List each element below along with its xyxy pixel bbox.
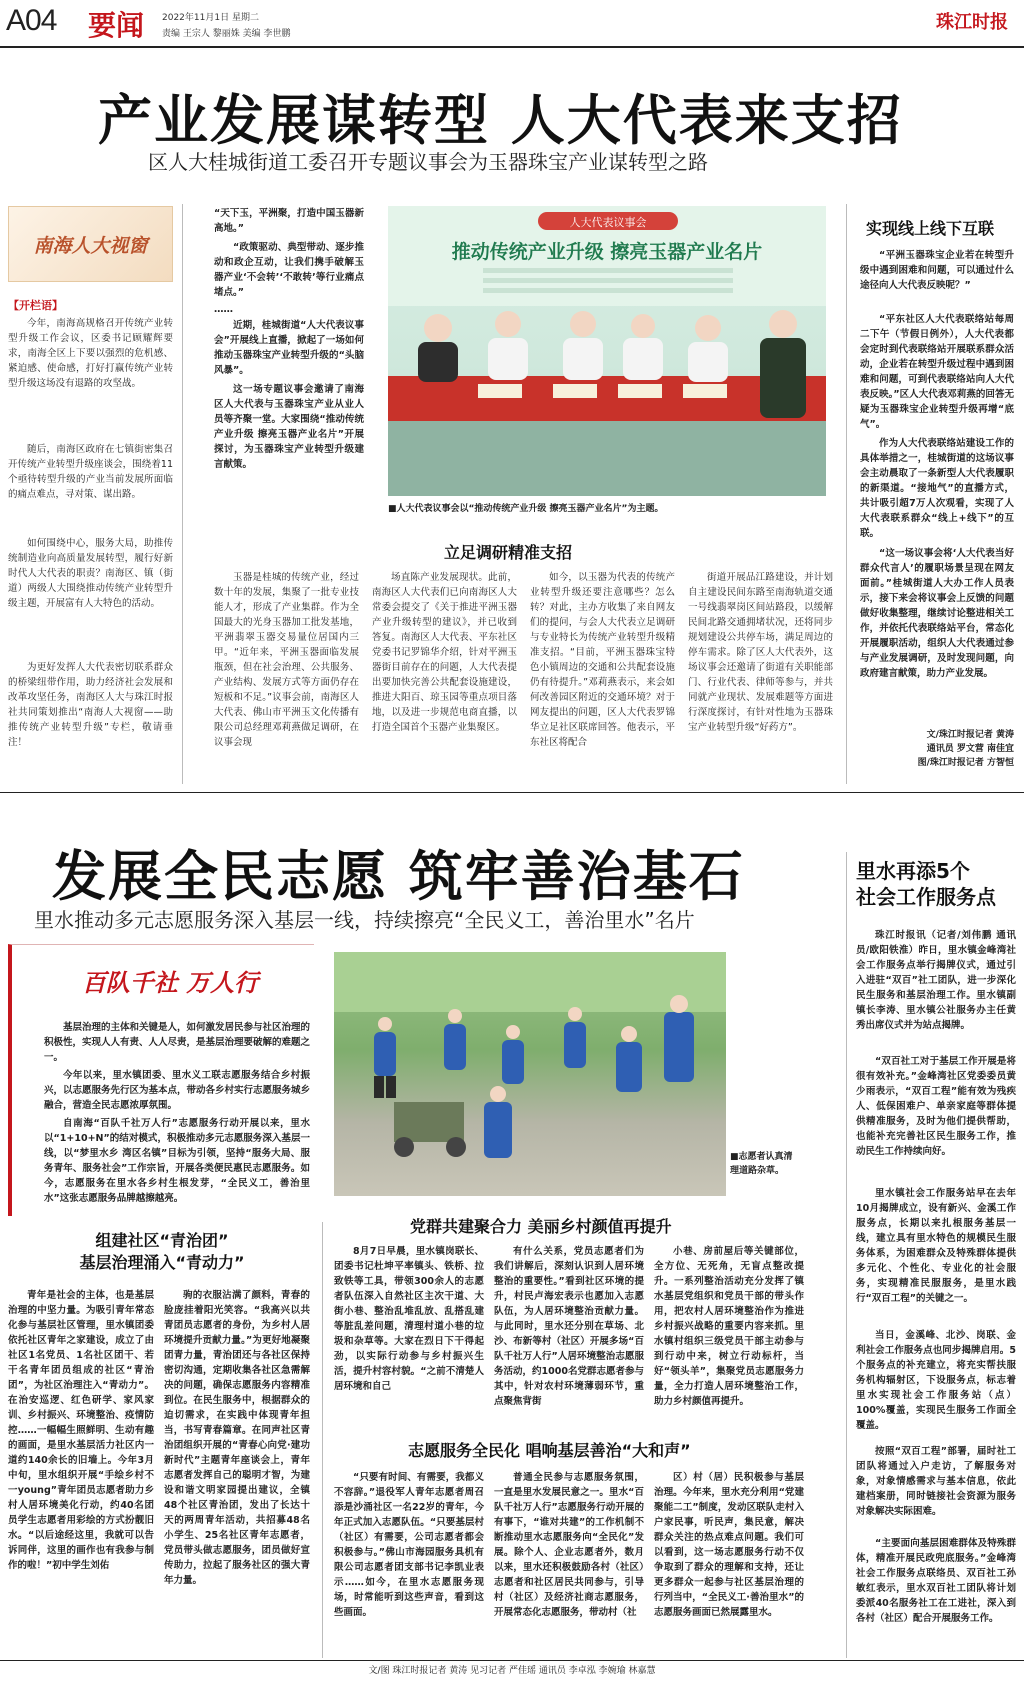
section-title-youth: 组建社区“青治团” 基层治理涌入“青动力” (79, 1231, 245, 1272)
section-title-party: 党群共建聚合力 美丽乡村颜值再提升 (410, 1217, 672, 1236)
column-intro-p4: 为更好发挥人大代表密切联系群众的桥梁纽带作用，助力经济社会发展和改革攻坚任务，南海区人大与珠江时报社共同策划推出“南海人大视窗——助推传统产业转型升级”专栏，敬请垂注！ (8, 662, 173, 748)
banner-title: 人大代表议事会 (569, 216, 647, 229)
column-intro-p3: 如何围绕中心，服务大局，助推传统制造业向高质量发展转型，履行好新时代人大代表的职责？南海区、镇（街道）两级人大围绕推动传统产业转型升级主题，开展富有人大特色的活动。 (8, 538, 173, 609)
intro-para-3: 近期，桂城街道“人大代表议事会”开展线上直播，掀起了一场如何推动玉器珠宝产业转型升级的“头脑风暴”。 (214, 320, 364, 376)
column-tag: 【开栏语】 (8, 299, 63, 312)
banner-text: 推动传统产业升级 擦亮玉器产业名片 (451, 241, 763, 263)
volunteers-photo-illustration (334, 952, 726, 1196)
newspaper-logo: 珠江时报 (936, 12, 1008, 33)
story2-intro-p3: 自南海“百队千社万人行”志愿服务行动开展以来，里水以“1+10+N”的结对模式，积极推动多元志愿服务深入基层一线，以“梦里水乡 湾区名镇”目标为引领，坚持“服务大局、服务青年、服务社会”工作宗旨，开展各类便民惠民志愿服务。如今，志愿服务在里水各乡村生根发芽，“全民义工，善治里水”这张志愿服务品牌越擦越亮。 (44, 1118, 310, 1204)
volunteer-col-3: 区）村（居）民积极参与基层治理。今年来，里水充分利用“党建聚能二工”制度，发动区联队走村入户家民事，听民声，集民意，解决群众关注的热点难点问题。我们可以看到，这一场志愿服务行动不仅争取到了群众的理解和支持，还让更多群众一起参与社区基层治理的行列当中，“全民义工·善治里水”的志愿服务画面已然展露里水。 (654, 1472, 804, 1618)
service-para-2: “双百社工对于基层工作开展是将很有效补充。”金峰湾社区党委委员黄少雨表示，“双百工程”能有效为残疾人、低保困难户、单亲家庭等群体提供精准服务，及时为他们提供帮助，也能补充完善社区民生服务工作，推动民生工作持续向好。 (856, 1056, 1016, 1157)
column-logo-text: 南海人大视窗 (33, 234, 148, 257)
divider (322, 1222, 323, 1658)
story1-body-col4: 街道开展品江路建设，并计划自主建设民间东路至南海轨道交通一号线翡翠岗区间站路段，以缓解民间北路交通拥堵状况，还将同步规划建设公共停车场，满足周边的停车需求。除了区人大代表外，这场议事会还邀请了街道有关职能部门、行业代表、律师等参与，并共同就产业现状、发展难题等方面进行深度探讨，有针对性地为玉器珠宝产业转型升级“好药方”。 (688, 572, 833, 733)
party-col-1: 8月7日早晨，里水镇岗联长、团委书记杜坤平率镇头、铁桥、拉致铁等工具，带领300余人的志愿者队伍深入自然社区主次干道、大街小巷、整治乱堆乱放、乱搭乱建等脏乱差问题，清理村道小巷的垃圾和杂草等。大家在烈日下干得起劲，以实际行动参与乡村振兴生活，提升村容村貌。“之前不清楚人居环境和自己 (334, 1246, 484, 1392)
volunteer-col-2: 普通全民参与志愿服务氛围，一直是里水发展民意之一。里水“百队千社万人行”志愿服务行动开展的有事下，“谁对共建”的工作机制不断推动里水志愿服务向“全民化”发展。除个人、企业志愿者外，数月以来，里水还积极鼓励各村（社区）志愿者和社区居民共同参与，引导村（社区）及经济社商志愿服务，开展常态化志愿服务，带动村（社 (494, 1472, 644, 1618)
footer-credit: 文/图 珠江时报记者 黄涛 见习记者 严佳瑶 通讯员 李卓泓 李婉瑜 林嘉慧 (0, 1660, 1024, 1681)
story2-intro-p1: 基层治理的主体和关键是人，如何激发居民参与社区治理的积极性，实现人人有责、人人尽责，是基层治理要破解的难题之一。 (44, 1022, 310, 1063)
column-intro-p1: 今年，南海高规格召开传统产业转型升级工作会议，区委书记顾耀辉要求，南海全区上下要以强烈的危机感、紧迫感、使命感，打好打赢传统产业转型升级这场没有退路的攻坚战。 (8, 318, 173, 389)
issue-date: 2022年11月1日 星期二 (162, 13, 259, 23)
intro-quote-1: “天下玉，平洲聚，打造中国玉器新高地。” (214, 208, 364, 234)
campaign-logo-text: 百队千社 万人行 (81, 967, 259, 997)
divider (846, 852, 847, 1658)
section-name: 要闻 (88, 9, 145, 42)
story1-photo-caption: ■人大代表议事会以“推动传统产业升级 擦亮玉器产业名片”为主题。 (388, 504, 664, 514)
side-para-3: 作为人大代表联络站建设工作的具体举措之一，桂城街道的这场议事会主动晨取了一条新型人大代表履职的新渠道。“接地气”的直播方式，共计吸引超7万人次观看，实现了人大代表联系群众“线上+线下”的互联。 (860, 438, 1014, 539)
divider (846, 204, 847, 784)
intro-quote-2: “政策驱动、典型带动、逐步推动和政企互动，让我们携手破解玉器产业‘不会转’‘不敢转’等行业痛点堵点。” (214, 242, 364, 298)
party-col-2: 有什么关系，党员志愿者们为我们讲解后，深刻认识到人居环境整治的重要性。”看到社区环境的提升，村民卢海宏表示也愿加入志愿队伍，为人居环境整治贡献力量。与此同时，里水还分别在草场、北沙、布新等村（社区）开展多场“百队千社万人行”人居环境整治志愿服务活动，约1000名党群志愿者参与其中，针对农村环境薄弱环节，重点聚焦背街 (494, 1246, 644, 1407)
story2-intro-p2: 今年以来，里水镇团委、里水义工联志愿服务结合乡村振兴，以志愿服务先行区为基本点，带动各乡村实行志愿服务城乡融合，营造全民志愿浓厚氛围。 (44, 1070, 310, 1111)
section-title-research: 立足调研精准支招 (444, 543, 573, 562)
column-intro-p2: 随后，南海区政府在七镇街密集召开传统产业转型升级座谈会，围绕着11个亟待转型升级的产业当前发展所面临的痛点难点，寻对策、谋出路。 (8, 444, 173, 500)
intro-para-4: 这一场专题议事会邀请了南海区人大代表与玉器珠宝产业从业人员等齐聚一堂。大家围绕“推动传统产业升级 擦亮玉器产业名片”开展探讨，为玉器珠宝产业转型升级建言献策。 (214, 384, 364, 470)
story1-body-col1: 玉器是桂城的传统产业，经过数十年的发展，集聚了一批专业技能人才，形成了产业集群。作为全国最大的光身玉器加工批发基地，平洲翡翠玉器交易量位居国内三甲。“近年来，平洲玉器面临发展瓶颈，但在社会治理、公共服务、产业结构、发展方式等方面仍存在短板和不足。”议事会前，南海区人大代表、佛山市平洲玉文化传播有限公司总经理邓莉燕做足调研，在议事会现 (214, 572, 359, 748)
side-title-service-points: 里水再添5个 社会工作服务点 (856, 859, 996, 909)
service-para-1: 珠江时报讯（记者/刘伟鹏 通讯员/欧阳铁淮）昨日，里水镇金峰湾社会工作服务点举行揭牌仪式，通过引入进驻“双百”社工团队，进一步深化民生服务和基层治理工作。里水镇副镇长李涛、里水镇公社服务办主任黄秀出席仪式并为站点揭牌。 (856, 930, 1016, 1031)
intro-ellipsis: …… (214, 304, 233, 315)
campaign-logo (70, 952, 270, 1008)
side-title-online: 实现线上线下互联 (866, 219, 995, 238)
story1-photo (388, 206, 826, 496)
service-para-4: 当日，金溪峰、北沙、岗联、金利社会工作服务点也同步揭牌启用。5个服务点的补充建立，将充实帮扶服务机构辐射区，下设服务点，标志着里水实现社会工作服务站（点）100%覆盖，实现民生服务工作面全覆盖。 (856, 1330, 1016, 1431)
service-para-3: 里水镇社会工作服务站早在去年10月揭牌成立，设有新兴、金溪工作服务点，长期以来扎根服务基层一线，建立具有里水特色的规模民生服务体系，为困难群众及特殊群体提供多元化、个性化、专业化的社会服务，实现精准民服服务，是里水践行“双百工程”的关键之一。 (856, 1188, 1016, 1304)
side-para-2: “平东社区人大代表联络站每周二下午（节假日例外），人大代表都会定时到代表联络站开展联系群众活动，企业若在转型升级过程中遇到困难和问题，可到代表联络站向人大代表反映。”区人大代表邓莉燕的回答无疑为玉器珠宝企业转型升级再增“底气”。 (860, 314, 1014, 430)
editor-credits: 责编 王宗人 黎丽姝 美编 李世鹏 (162, 29, 291, 39)
youth-col-b: 驹的衣服沾满了颜料，青春的脸庞挂着阳光笑容。“我高兴以共青团员志愿者的身份，为乡村人居环境提升贡献力量。”为更好地凝聚团青力量，青治团还与各社区保持密切沟通，定期收集各社区急需解决的问题，确保志愿服务内容精准到位。在民生服务中，根据群众的迫切需求，在实践中体现青年担当，书写青春篇章。在同声社区青治团组织开展的“青春心向党·建功新时代”主题青年座谈会上，青年志愿者发挥自己的聪明才智，为建设和谐文明家园提出建议，全镇48个社区青治团，发出了长达十天的两周青年活动，共招募48名小学生、25名社区青年志愿者，党员带头做志愿服务，团员做好宣传助力，拉起了服务社区的强大青年力量。 (164, 1290, 310, 1586)
youth-col-a: 青年是社会的主体，也是基层治理的中坚力量。为吸引青年常态化参与基层社区管理，里水镇团委依托社区青年之家建设，成立了由社区1名党员、1名社区团干、若干名青年团员组成的社区“青治团”，为社区治理注入“青动力”。在治安巡逻、红色研学、家风家训、乡村振兴、环境整治、疫情防控……一幅幅生照鲜明、生动有趣的画面，是里水基层活力社区内一道约140余长的旧墙上。今年3月中旬，里水组织开展“手绘乡村不一young”青年团员志愿者助力乡村人居环境美化行动，约40名团员学生志愿者用彩绘的方式扮靓旧水。“以后途经这里，我就可以告诉同伴，这里的画作也有我参与制作的啦！”初中学生刘佑 (8, 1290, 154, 1571)
story2-photo-caption: ■志愿者认真清理道路杂草。 (730, 1152, 793, 1176)
story1-body-col2: 场直陈产业发展现状。此前，南海区人大代表们已向南海区人大常委会提交了《关于推进平洲玉器产业升级转型的建议》，并已收到答复。南海区人大代表、平东社区党委书记罗锦华介绍，针对平洲玉器街目前存在的问题，人大代表提出要加快完善公共配套设施建设，推进大阳百、琼玉园等重点项目落地，以及进一步规范电商直播，以打造全国首个玉器产业集聚区。 (372, 572, 517, 733)
masthead (0, 0, 1024, 48)
divider (182, 204, 183, 784)
side-para-1: “平洲玉器珠宝企业若在转型升级中遇到困难和问题，可以通过什么途径向人大代表反映呢？” (860, 250, 1014, 291)
column-logo (8, 206, 173, 282)
story2-headline: 发展全民志愿 筑牢善治基石 (52, 845, 745, 908)
service-para-5: 按照“双百工程”部署，届时社工团队将通过入户走访，了解服务对象，对象情感需求与基本信息，依此建档案册，同时链接社会资源为服务对象解决实际困难。 (856, 1446, 1016, 1517)
page-number: A04 (6, 4, 57, 37)
story2-photo (334, 952, 726, 1196)
section-title-volunteer: 志愿服务全民化 唱响基层善治“大和声” (408, 1441, 691, 1460)
story1-byline: 文/珠江时报记者 黄涛 通讯员 罗文营 南佳宜 图/珠江时报记者 方智恒 (917, 730, 1014, 768)
side-para-4: “这一场议事会将‘人大代表当好群众代言人’的履职场景呈现在网友面前。”桂城街道人大办工作人员表示，接下来会将议事会上反馈的问题做好收集整理，继续讨论整进相关工作，并依托代表联络站平台，常态化开展履职活动，组织人大代表通过参与产业发展调研，及时发现问题，向政府建言献策，助力产业发展。 (860, 548, 1014, 679)
section-divider (0, 792, 1024, 793)
volunteer-col-1: “只要有时间、有需要，我都义不容辞。”退役军人青年志愿者周召添是沙涌社区一名22岁的青年，今年正式加入志愿队伍。“只要基层村（社区）有需要，公司志愿者都会积极参与。”佛山市海园服务具机有限公司志愿者团支部书记李凯业表示……如今，在里水志愿服务现场，时常能听到这些声音，看到这些画面。 (334, 1472, 484, 1618)
story1-headline: 产业发展谋转型 人大代表来支招 (98, 89, 903, 152)
story1-subhead: 区人大桂城街道工委召开专题议事会为玉器珠宝产业谋转型之路 (148, 150, 708, 174)
meeting-photo-illustration (388, 206, 826, 496)
service-para-6: “主要面向基层困难群体及特殊群体，精准开展民政兜底服务。”金峰湾社会工作服务点联络员、双百社工孙敏红表示，里水双百社工团队将计划委派40名服务社工在工进社，深入到各村（社区）配合开展服务工作。 (856, 1538, 1016, 1624)
story2-subhead: 里水推动多元志愿服务深入基层一线，持续擦亮“全民义工，善治里水”名片 (34, 908, 695, 932)
story1-body-col3: 如今，以玉器为代表的传统产业转型升级还要注意哪些？怎么转？对此，主办方收集了来自网友们的提问，与会人大代表立足调研与专业特长为传统产业转型升级精准支招。“目前，平洲玉器珠宝特色小镇周边的交通和公共配套设施仍有待提升。”邓莉燕表示，来会如何改善园区附近的交通环境？对于网友提出的问题，区人大代表罗锦华立足社区联席回答。他表示，平东社区将配合 (530, 572, 675, 748)
party-col-3: 小巷、房前屋后等关键部位，全方位、无死角，无盲点整改提升。一系列整治活动充分发挥了镇水基层党组织和党员干部的带头作用，把农村人居环境整治作为推进乡村振兴战略的重要内容来抓。里水镇村组织三级党员干部主动参与到行动中来，树立行动标杆，当好“领头羊”，集聚党员志愿服务力量，全力打造人居环境整治工作，助力乡村颜值再提升。 (654, 1246, 804, 1407)
